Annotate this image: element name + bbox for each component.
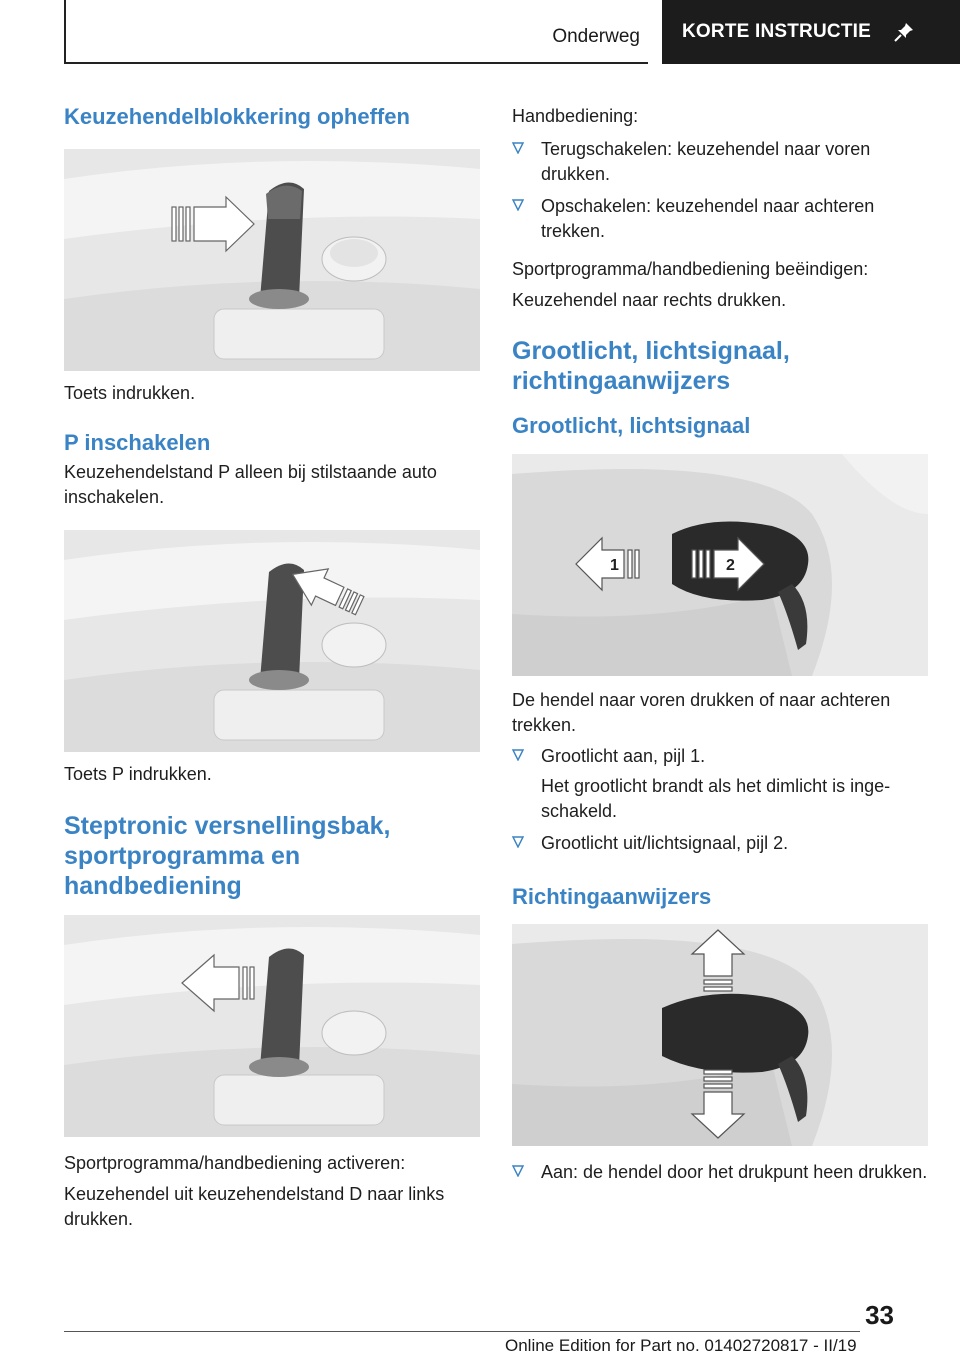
header-tab-label: KORTE INSTRUCTIE [682, 21, 871, 42]
list-flash [512, 831, 928, 856]
list-item: Grootlicht uit/lichtsignaal, pijl 2. [512, 831, 928, 856]
heading-lights-indicators: Grootlicht, lichtsignaal, richtingaanwijzers [512, 337, 790, 395]
heading-turn-signals: Richtingaanwijzers [512, 884, 712, 909]
arrow-label-1: 1 [610, 557, 619, 574]
header-tab-quick-guide[interactable] [662, 0, 960, 64]
triangle-bullet-icon [512, 836, 524, 848]
arrow-label-2: 2 [726, 557, 735, 574]
paragraph-end-sport: Sportprogramma/handbediening beëindigen: [512, 259, 869, 279]
figure-gear-selector-unlock [64, 149, 480, 371]
list-item: Grootlicht aan, pijl 1. [512, 744, 928, 769]
right-column [512, 100, 928, 1185]
triangle-bullet-icon [512, 1165, 524, 1177]
figure-gear-selector-sport [64, 915, 480, 1137]
list-high-beam [512, 744, 928, 769]
list-item: Terugschakelen: keuzehendel naar voren drukken. [512, 137, 928, 187]
paragraph-push-right: Keuzehendel naar rechts drukken. [512, 290, 787, 310]
footer-rule [64, 1331, 860, 1332]
paragraph-activate-sport: Sportprogramma/handbediening activeren: [64, 1153, 406, 1173]
figure-gear-selector-p-button [64, 530, 480, 752]
triangle-bullet-icon [512, 749, 524, 761]
heading-high-beam: Grootlicht, lichtsignaal [512, 413, 751, 438]
paragraph-manual-mode: Handbediening: [512, 106, 639, 126]
caption-press-button: Toets indrukken. [64, 383, 196, 403]
heading-selector-lever-unlock: Keuzehendelblokkering opheffen [64, 104, 410, 129]
heading-steptronic: Steptronic versnellingsbak, sportprogramma en handbediening [64, 812, 391, 900]
list-item: Opschakelen: keuzehendel naar achteren trekken. [512, 194, 928, 244]
footer-edition: Online Edition for Part no. 01402720817 - II/19 [505, 1336, 857, 1355]
paragraph-high-beam-note: Het grootlicht brandt als het dimlicht is ingeschakeld. [541, 776, 891, 821]
list-item: Aan: de hendel door het drukpunt heen drukken. [512, 1160, 928, 1185]
paragraph-push-left: Keuzehendel uit keuzehendelstand D naar links drukken. [64, 1184, 445, 1229]
left-column [64, 100, 480, 1232]
header-bottom-rule [64, 62, 648, 64]
triangle-bullet-icon [512, 142, 524, 154]
paragraph-lever-action: De hendel naar voren drukken of naar achteren trekken. [512, 690, 891, 735]
triangle-bullet-icon [512, 199, 524, 211]
paragraph-engage-p: Keuzehendelstand P alleen bij stilstaande auto inschakelen. [64, 462, 437, 507]
figure-high-beam-lever [512, 454, 928, 676]
figure-turn-signal-lever [512, 924, 928, 1146]
heading-engage-p: P inschakelen [64, 430, 211, 455]
list-manual-shift [512, 137, 928, 244]
pin-icon [893, 21, 915, 43]
caption-press-p: Toets P indrukken. [64, 764, 212, 784]
list-turn-signal [512, 1160, 928, 1185]
header-left-rule [64, 0, 66, 64]
header-section-title: Onderweg [552, 26, 640, 47]
page-number: 33 [865, 1300, 894, 1330]
